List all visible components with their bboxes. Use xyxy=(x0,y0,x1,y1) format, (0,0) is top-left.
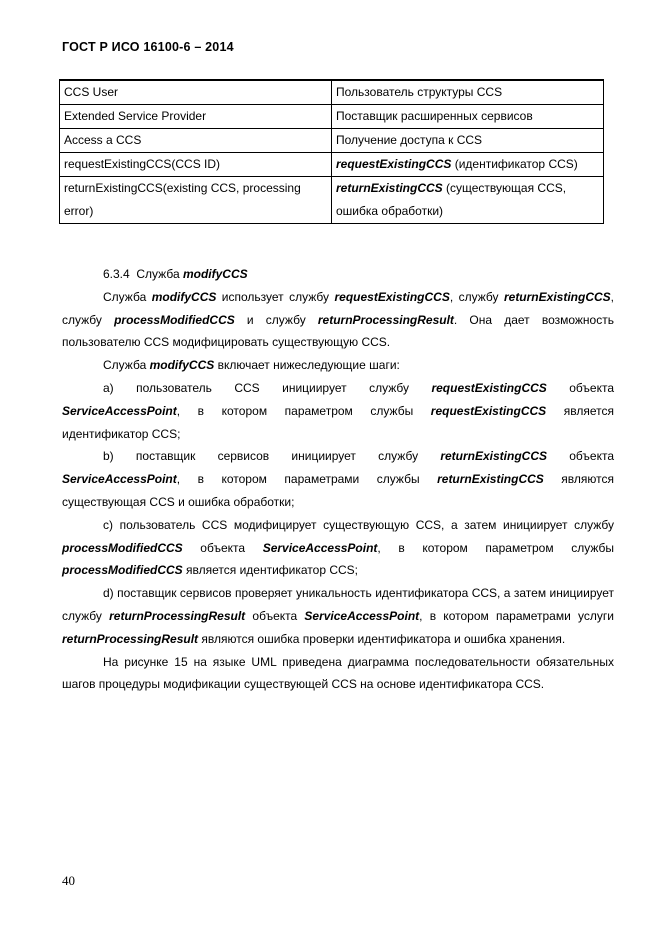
cell-text: (существующая CCS, ошибка обработки) xyxy=(336,181,567,218)
object-name: ServiceAccessPoint xyxy=(62,472,177,487)
service-name: returnProcessingResult xyxy=(109,608,246,623)
table-cell-en: CCS User xyxy=(60,80,332,105)
service-name: requestExistingCCS xyxy=(431,380,547,395)
service-name: returnExistingCCS xyxy=(437,472,544,487)
table-cell-en: returnExistingCCS(existing CCS, processing error) xyxy=(60,177,332,224)
text-run: использует службу xyxy=(216,289,335,304)
text-run: d) поставщик сервисов проверяет уникальность идентификатора CCS, а затем инициирует службу xyxy=(62,586,614,623)
table-row xyxy=(60,177,604,224)
section-heading xyxy=(62,263,614,286)
text-run: b) поставщик сервисов инициирует службу xyxy=(103,449,441,464)
table-cell-ru: Пользователь структуры CCS xyxy=(332,80,604,105)
service-name: modifyCCS xyxy=(149,358,215,373)
service-name: returnExistingCCS xyxy=(503,289,611,304)
text-run: и службу xyxy=(234,312,318,327)
text-run: . Она дает возможность пользователю CCS модифицировать существующую CCS. xyxy=(62,312,614,350)
text-run: объекта xyxy=(546,380,614,395)
table-cell-en: Extended Service Provider xyxy=(60,105,332,129)
object-name: ServiceAccessPoint xyxy=(62,403,177,418)
table-cell-ru xyxy=(332,177,604,224)
object-name: ServiceAccessPoint xyxy=(262,540,378,555)
service-name: processModifiedCCS xyxy=(62,563,183,578)
service-name: requestExistingCCS xyxy=(336,157,452,171)
table-cell-ru: Получение доступа к CCS xyxy=(332,129,604,153)
page-number: 40 xyxy=(62,873,75,888)
service-name: requestExistingCCS xyxy=(334,289,450,304)
text-run: На рисунке 15 на языке UML приведена диаграмма последовательности обязательных шагов процедуры модификации существующей CCS на основе идентификатора CCS. xyxy=(62,654,614,692)
text-run: включает нижеследующие шаги: xyxy=(214,358,400,373)
document-header: ГОСТ Р ИСО 16100-6 – 2014 xyxy=(62,40,234,54)
list-item xyxy=(62,514,614,582)
service-name: modifyCCS xyxy=(151,289,217,304)
text-run: c) пользователь CCS модифицирует существующую CCS, а затем инициирует службу xyxy=(103,517,614,532)
section-title-service: modifyCCS xyxy=(182,267,248,281)
table-cell-ru: Поставщик расширенных сервисов xyxy=(332,105,604,129)
table-cell-ru xyxy=(332,153,604,177)
paragraph xyxy=(62,354,614,377)
table-cell-en: Access a CCS xyxy=(60,129,332,153)
text-run: , в котором параметрами услуги xyxy=(419,608,614,623)
service-name: returnProcessingResult xyxy=(62,631,199,646)
list-item xyxy=(62,445,614,513)
table-row xyxy=(60,129,604,153)
table-row xyxy=(60,153,604,177)
section-number: 6.3.4 xyxy=(103,267,130,281)
text-run: , в котором параметрами службы xyxy=(176,472,438,487)
service-name: returnProcessingResult xyxy=(317,312,454,327)
text-run: объекта xyxy=(182,540,263,555)
paragraph xyxy=(62,286,614,354)
service-name: returnExistingCCS xyxy=(440,449,547,464)
text-run: является идентификатор CCS; xyxy=(62,403,614,441)
table-row xyxy=(60,80,604,105)
service-name: processModifiedCCS xyxy=(62,540,183,555)
text-run: , службу xyxy=(449,289,504,304)
text-run: являются существующая CCS и ошибка обработки; xyxy=(62,472,614,509)
service-name: processModifiedCCS xyxy=(114,312,235,327)
text-run: , в котором параметром службы xyxy=(176,403,431,418)
list-item xyxy=(62,377,614,445)
text-run: , службу xyxy=(62,289,614,327)
text-run: являются ошибка проверки идентификатора и ошибка хранения. xyxy=(198,631,566,646)
section-title-prefix: Служба xyxy=(136,267,180,281)
text-run: объекта xyxy=(245,608,305,623)
service-name: returnExistingCCS xyxy=(336,181,443,195)
text-run: объекта xyxy=(547,449,614,464)
service-name: requestExistingCCS xyxy=(430,403,547,418)
list-item xyxy=(62,582,614,650)
text-run: a) пользователь CCS инициирует службу xyxy=(103,380,432,395)
text-run: , в котором параметром службы xyxy=(377,540,614,555)
table-row xyxy=(60,105,604,129)
object-name: ServiceAccessPoint xyxy=(304,608,420,623)
table-cell-en: requestExistingCCS(CCS ID) xyxy=(60,153,332,177)
section-content xyxy=(62,263,614,696)
text-run: Служба xyxy=(103,289,152,304)
text-run: Служба xyxy=(103,358,150,373)
paragraph xyxy=(62,651,614,697)
terms-table xyxy=(59,79,604,224)
cell-text: (идентификатор CCS) xyxy=(451,157,578,171)
text-run: является идентификатор CCS; xyxy=(182,563,359,578)
